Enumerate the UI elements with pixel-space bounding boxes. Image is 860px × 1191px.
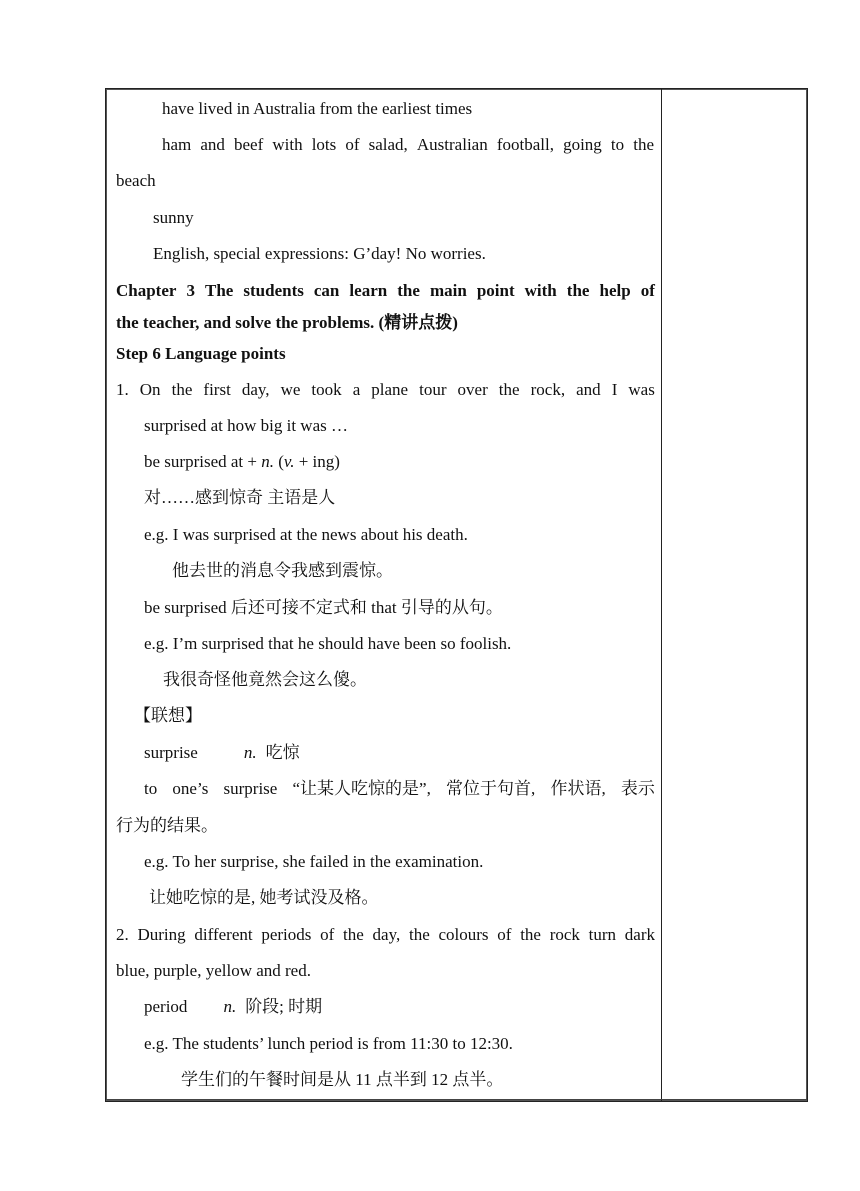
word: different <box>194 925 253 944</box>
word: of <box>497 925 512 944</box>
idiom-line <box>144 779 655 799</box>
word: surprise <box>223 779 278 798</box>
example-line: e.g. I’m surprised that he should have been so foolish. <box>144 634 512 653</box>
vocab-meaning: 吃惊 <box>265 743 300 762</box>
translation-line: 学生们的午餐时间是从 11 点半到 12 点半。 <box>181 1070 504 1089</box>
word: plane <box>371 380 409 399</box>
word: with <box>524 281 557 300</box>
text-line: 行为的结果。 <box>116 816 218 835</box>
word: the <box>566 281 590 300</box>
text-line: English, special expressions: G’day! No worries. <box>153 244 486 263</box>
word: the <box>633 135 654 154</box>
word: 常位于句首, <box>446 779 536 798</box>
word: was <box>628 380 655 399</box>
word: and <box>200 135 225 154</box>
word: a <box>352 380 361 399</box>
word: to <box>610 135 625 154</box>
word: help <box>599 281 631 300</box>
word: ham <box>162 135 192 154</box>
vocab-pos: n. <box>243 743 257 762</box>
word: lots <box>311 135 337 154</box>
point-2 <box>116 925 655 945</box>
word: we <box>280 380 301 399</box>
point-1 <box>116 380 655 400</box>
word: Chapter <box>116 281 177 300</box>
word: the <box>498 380 520 399</box>
word: 2. <box>116 925 129 944</box>
translation-line: 让她吃惊的是, 她考试没及格。 <box>149 888 379 907</box>
word: going <box>563 135 602 154</box>
word: of <box>640 281 655 300</box>
vocab-word: period <box>144 997 188 1016</box>
word: students <box>243 281 304 300</box>
text-line: sunny <box>153 208 194 227</box>
notes-column <box>662 89 807 1101</box>
word: football, <box>496 135 554 154</box>
chapter-heading-cont: the teacher, and solve the problems. (精讲点拨) <box>116 313 458 332</box>
word: the <box>343 925 364 944</box>
word: periods <box>261 925 312 944</box>
word: colours <box>438 925 489 944</box>
justified-line <box>162 135 654 155</box>
word: the <box>397 281 420 300</box>
vocab-meaning: 阶段; 时期 <box>245 997 323 1016</box>
pattern-text: + ing) <box>294 452 340 471</box>
word: 表示 <box>620 779 655 798</box>
text-line: surprised at how big it was … <box>144 416 348 435</box>
word: rock <box>549 925 580 944</box>
translation-line: 他去世的消息令我感到震惊。 <box>172 561 393 580</box>
vocab-word: surprise <box>144 743 198 762</box>
word: the <box>520 925 541 944</box>
example-line: e.g. I was surprised at the news about his death. <box>144 525 468 544</box>
example-line: e.g. To her surprise, she failed in the examination. <box>144 852 484 871</box>
word: with <box>272 135 303 154</box>
text-line: 对……感到惊奇 主语是人 <box>144 488 336 507</box>
word: to <box>144 779 158 798</box>
word: can <box>313 281 340 300</box>
word: of <box>345 135 360 154</box>
word: The <box>205 281 234 300</box>
word: On <box>139 380 161 399</box>
lesson-table <box>105 88 808 1102</box>
word: day, <box>372 925 401 944</box>
word: tour <box>419 380 447 399</box>
word: rock, <box>530 380 566 399</box>
word: one’s <box>172 779 209 798</box>
word: day, <box>241 380 270 399</box>
word: the <box>408 925 430 944</box>
vocab-pos: n. <box>223 997 237 1016</box>
text-line: beach <box>116 171 156 190</box>
pattern-text: ( <box>273 452 284 471</box>
text-line: have lived in Australia from the earliest times <box>162 99 473 118</box>
word: the <box>171 380 193 399</box>
word: and <box>576 380 601 399</box>
word: took <box>311 380 342 399</box>
text-line: blue, purple, yellow and red. <box>116 961 311 980</box>
word: dark <box>624 925 655 944</box>
word: first <box>203 380 231 399</box>
vocab-line <box>144 743 300 763</box>
word: salad, <box>368 135 408 154</box>
word: learn <box>349 281 388 300</box>
word: 1. <box>116 380 129 399</box>
example-line: e.g. The students’ lunch period is from 11:30 to 12:30. <box>144 1034 513 1053</box>
association-label: 【联想】 <box>134 706 202 725</box>
word: “让某人吃惊的是”, <box>292 779 431 798</box>
pattern-line <box>144 452 340 472</box>
word: main <box>429 281 467 300</box>
translation-line: 我很奇怪他竟然会这么傻。 <box>163 670 367 689</box>
word: Australian <box>416 135 488 154</box>
pattern-verb: v. <box>283 452 295 471</box>
pattern-text: be surprised at + <box>144 452 262 471</box>
text-line: be surprised 后还可接不定式和 that 引导的从句。 <box>144 598 503 617</box>
word: beef <box>234 135 264 154</box>
word: 作状语, <box>550 779 606 798</box>
vocab-line <box>144 997 322 1017</box>
chapter-heading <box>116 281 655 301</box>
word: 3 <box>186 281 195 300</box>
word: turn <box>588 925 617 944</box>
word: point <box>476 281 515 300</box>
step-heading: Step 6 Language points <box>116 344 286 363</box>
word: I <box>611 380 618 399</box>
word: of <box>320 925 335 944</box>
pattern-noun: n. <box>261 452 274 471</box>
word: During <box>137 925 186 944</box>
word: over <box>457 380 488 399</box>
